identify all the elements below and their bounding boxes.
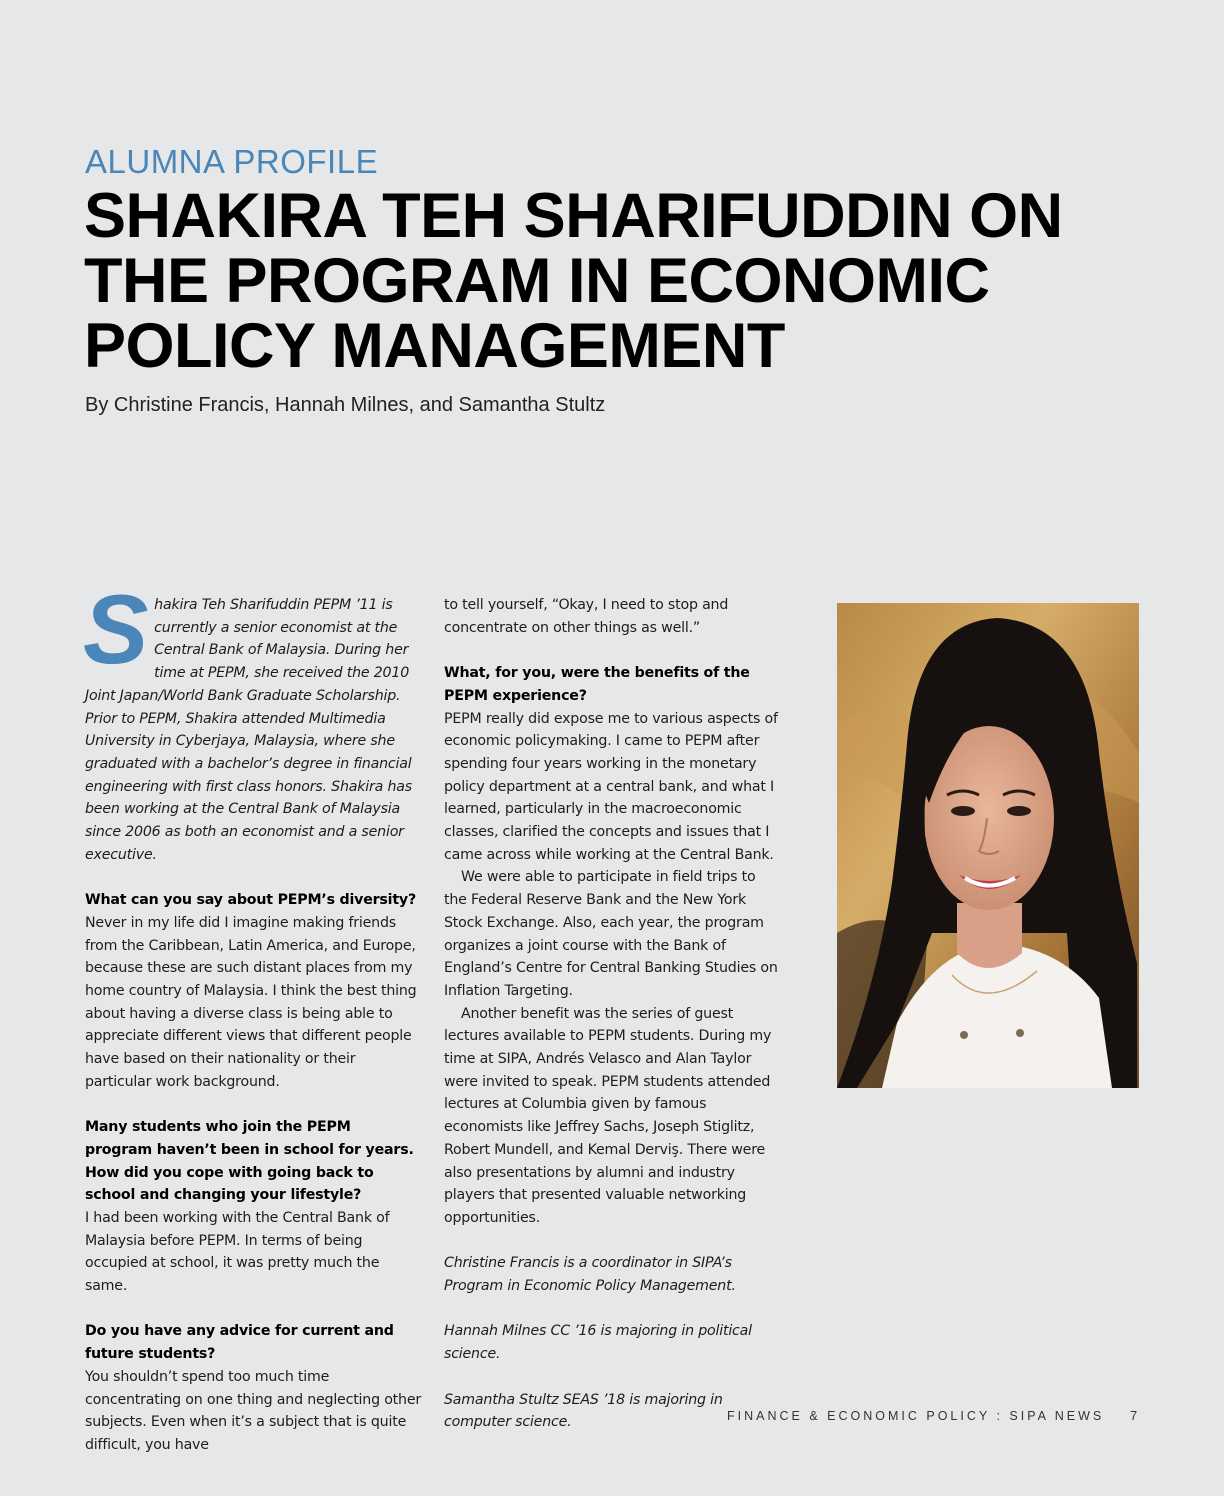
question-benefits: What, for you, were the benefits of the PEPM experience? (444, 665, 750, 704)
section-kicker: ALUMNA PROFILE (85, 143, 379, 180)
headline-line-1: SHAKIRA TEH SHARIFUDDIN ON (84, 181, 1063, 251)
article-column-right (444, 594, 780, 1434)
headline-line-3: POLICY MANAGEMENT (84, 311, 785, 381)
drop-cap: S (83, 574, 149, 684)
page-number: 7 (1130, 1408, 1138, 1423)
intro-paragraph (83, 574, 421, 866)
author-credit-stultz: Samantha Stultz SEAS ’18 is majoring in computer science. (444, 1391, 723, 1431)
answer-benefits: PEPM really did expose me to various aspects of economic policymaking. I came to PEPM after spending four years working in the monetary policy department at a central bank, and what I learned, particularly in the macroeconomic classes, clarified the concepts and issues that I came across while working at the Central Bank. (444, 710, 778, 863)
portrait-photo (837, 603, 1139, 1088)
article-headline (84, 181, 1164, 381)
answer-benefits-field-trips: We were able to participate in field trips to the Federal Reserve Bank and the New York Stock Exchange. Also, each year, the program organizes a joint course with the Bank of England’s Centre for Central Banking Studies on Inflation Targeting. (444, 869, 778, 999)
answer-benefits-lectures: Another benefit was the series of guest lectures available to PEPM students. During my time at SIPA, Andrés Velasco and Alan Taylor were invited to speak. PEPM students attended lectures at Columbia given by famous economists like Jeffrey Sachs, Joseph Stiglitz, Robert Mundell, and Kemal Derviş. There were also presentations by alumni and industry players that presented valuable networking opportunities. (444, 1005, 772, 1226)
article-column-left (83, 574, 421, 1457)
portrait-illustration (837, 603, 1139, 1088)
answer-advice-continued: to tell yourself, “Okay, I need to stop and concentrate on other things as well.” (444, 597, 729, 636)
answer-advice-start: You shouldn’t spend too much time concentrating on one thing and neglecting other subjects. Even when it’s a subject that is quite difficult, you have (85, 1368, 421, 1453)
author-credit-francis: Christine Francis is a coordinator in SIPA’s Program in Economic Policy Management. (444, 1255, 736, 1295)
running-footer: FINANCE & ECONOMIC POLICY : SIPA NEWS (727, 1409, 1105, 1423)
byline: By Christine Francis, Hannah Milnes, and Samantha Stultz (85, 394, 606, 416)
answer-back-to-school: I had been working with the Central Bank of Malaysia before PEPM. In terms of being occupied at school, it was pretty much the same. (85, 1209, 390, 1295)
answer-diversity: Never in my life did I imagine making friends from the Caribbean, Latin America, and Europe, because these are such distant places from my home country of Malaysia. I think the best thing about having a diverse class is being able to appreciate different views that different people have based on their nationality or their particular work background. (85, 914, 417, 1090)
question-back-to-school: Many students who join the PEPM program haven’t been in school for years. How did you cope with going back to school and changing your lifestyle? (85, 1119, 414, 1204)
author-credit-milnes: Hannah Milnes CC ’16 is majoring in political science. (444, 1323, 752, 1363)
question-advice: Do you have any advice for current and future students? (85, 1323, 394, 1363)
intro-text: hakira Teh Sharifuddin PEPM ’11 is currently a senior economist at the Central Bank of Malaysia. During her time at PEPM, she received the 2010 Joint Japan/World Bank Graduate Scholarship. Prior to PEPM, Shakira attended Multimedia University in Cyberjaya, Malaysia, where she graduated with a bachelor’s degree in financial engineering with first class honors. Shakira has been working at the Central Bank of Malaysia since 2006 as both an economist and a senior executive. (85, 597, 412, 863)
headline-line-2: THE PROGRAM IN ECONOMIC (84, 246, 990, 316)
question-diversity: What can you say about PEPM’s diversity? (85, 892, 417, 909)
